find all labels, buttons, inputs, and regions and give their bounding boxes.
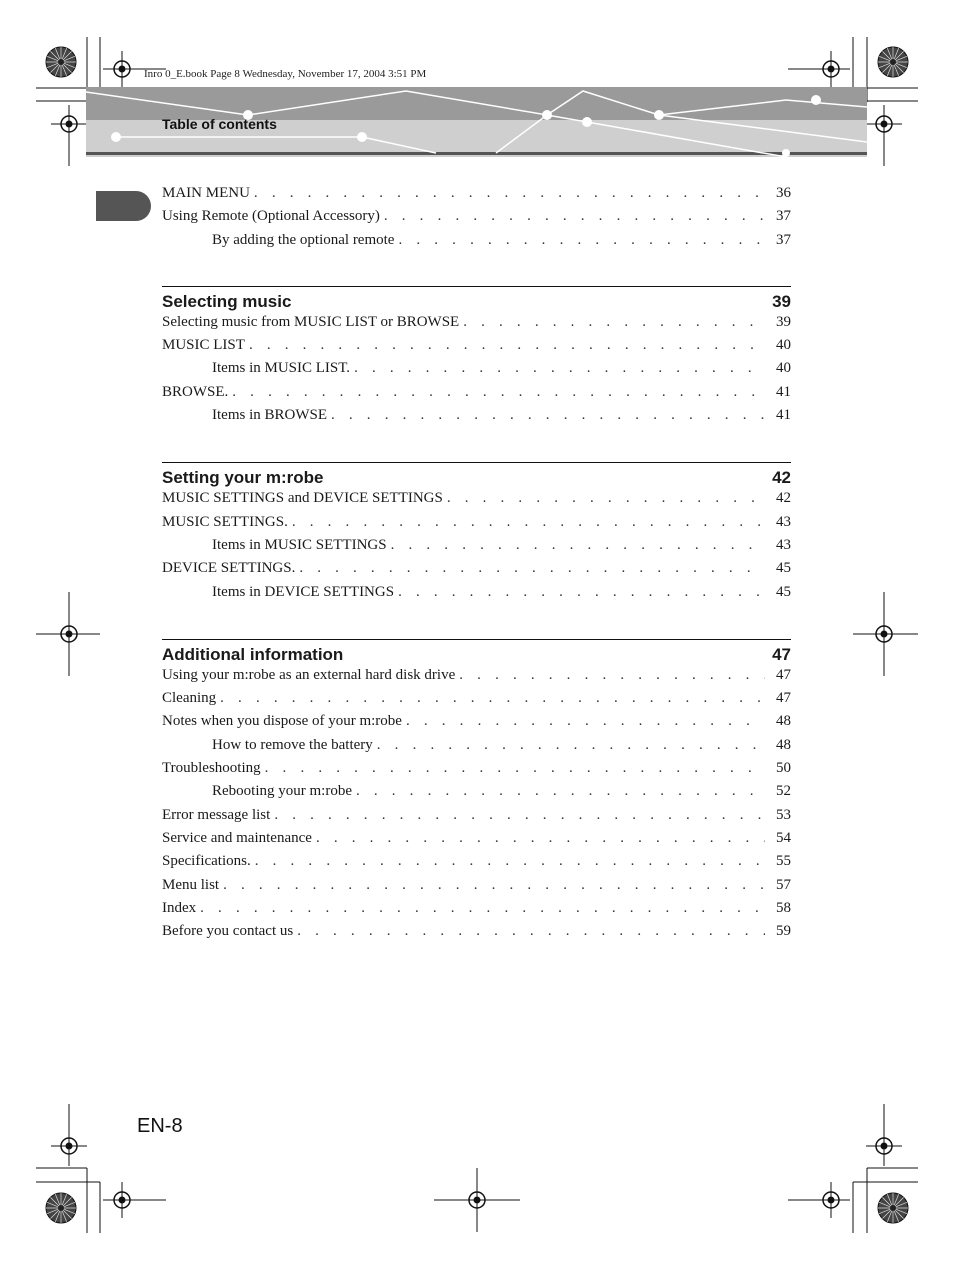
toc-entry[interactable] <box>162 875 791 898</box>
entry-page: 48 <box>776 736 791 753</box>
section-heading[interactable] <box>162 639 791 665</box>
dot-leader <box>354 358 765 378</box>
dot-leader <box>316 828 765 848</box>
dot-leader <box>200 898 765 918</box>
entry-page: 55 <box>776 853 791 870</box>
dot-leader <box>254 183 765 203</box>
toc-entry[interactable] <box>162 735 791 758</box>
section-heading[interactable] <box>162 286 791 312</box>
entry-label: Using Remote (Optional Accessory) <box>162 208 380 225</box>
toc-entry[interactable] <box>162 851 791 874</box>
toc-entry[interactable] <box>162 758 791 781</box>
entry-page: 43 <box>776 513 791 530</box>
dot-leader <box>463 312 765 332</box>
entry-label: Notes when you dispose of your m:robe <box>162 713 402 730</box>
dot-leader <box>274 805 765 825</box>
dot-leader <box>265 758 765 778</box>
entry-label: By adding the optional remote <box>212 231 395 248</box>
dot-leader <box>398 230 765 250</box>
entry-label: Error message list <box>162 806 271 823</box>
dot-leader <box>331 405 765 425</box>
toc-entry[interactable] <box>162 898 791 921</box>
toc-entry[interactable] <box>162 183 791 206</box>
dot-leader <box>255 851 765 871</box>
toc-entry[interactable] <box>162 582 791 605</box>
entry-label: Troubleshooting <box>162 760 261 777</box>
entry-page: 45 <box>776 560 791 577</box>
dot-leader <box>356 781 765 801</box>
entry-page: 37 <box>776 231 791 248</box>
entry-page: 41 <box>776 407 791 424</box>
section-title: Additional information <box>162 644 344 664</box>
section-heading[interactable] <box>162 462 791 488</box>
entry-label: DEVICE SETTINGS. <box>162 560 296 577</box>
entry-page: 58 <box>776 899 791 916</box>
entry-label: Items in BROWSE <box>212 407 327 424</box>
table-of-contents <box>162 183 791 978</box>
entry-label: MUSIC SETTINGS and DEVICE SETTINGS <box>162 490 443 507</box>
entry-page: 52 <box>776 783 791 800</box>
toc-entry[interactable] <box>162 805 791 828</box>
entry-label: Service and maintenance <box>162 829 312 846</box>
section-title: Setting your m:robe <box>162 468 324 488</box>
entry-label: Items in MUSIC SETTINGS <box>212 536 387 553</box>
entry-page: 41 <box>776 383 791 400</box>
toc-entry[interactable] <box>162 535 791 558</box>
entry-page: 53 <box>776 806 791 823</box>
section-title: Selecting music <box>162 291 292 311</box>
toc-entry[interactable] <box>162 230 791 253</box>
toc-entry[interactable] <box>162 206 791 229</box>
toc-entry[interactable] <box>162 335 791 358</box>
dot-leader <box>297 921 765 941</box>
toc-entry[interactable] <box>162 512 791 535</box>
toc-entry[interactable] <box>162 921 791 944</box>
entry-page: 57 <box>776 876 791 893</box>
section-page: 47 <box>772 644 791 664</box>
entry-page: 47 <box>776 666 791 683</box>
toc-entry[interactable] <box>162 405 791 428</box>
entry-label: Cleaning <box>162 690 217 707</box>
toc-entry[interactable] <box>162 711 791 734</box>
entry-page: 43 <box>776 536 791 553</box>
entry-label: Index <box>162 899 197 916</box>
dot-leader <box>299 558 765 578</box>
entry-label: Items in DEVICE SETTINGS <box>212 583 395 600</box>
entry-label: Using your m:robe as an external hard disk drive <box>162 666 456 683</box>
entry-page: 36 <box>776 185 791 201</box>
toc-entry[interactable] <box>162 828 791 851</box>
toc-section <box>162 639 791 945</box>
page-title: Table of contents <box>162 116 277 132</box>
entry-label: Selecting music from MUSIC LIST or BROWSE <box>162 313 460 330</box>
dot-leader <box>406 711 765 731</box>
entry-label: BROWSE. <box>162 383 229 400</box>
entry-label: Menu list <box>162 876 220 893</box>
entry-page: 40 <box>776 360 791 377</box>
entry-label: Specifications. <box>162 853 251 870</box>
entry-page: 40 <box>776 337 791 354</box>
toc-entry[interactable] <box>162 688 791 711</box>
file-info: Inro 0_E.book Page 8 Wednesday, November 17, 2004 3:51 PM <box>144 68 427 80</box>
chapter-tab <box>96 191 151 221</box>
dot-leader <box>223 875 765 895</box>
entry-label: Items in MUSIC LIST. <box>212 360 351 377</box>
entry-page: 59 <box>776 923 791 940</box>
dot-leader <box>249 335 765 355</box>
toc-entry[interactable] <box>162 781 791 804</box>
page-number: EN-8 <box>137 1115 183 1137</box>
toc-entry[interactable] <box>162 665 791 688</box>
entry-label: MUSIC SETTINGS. <box>162 513 288 530</box>
entry-label: MUSIC LIST <box>162 337 245 354</box>
dot-leader <box>292 512 765 532</box>
dot-leader <box>398 582 765 602</box>
dot-leader <box>220 688 765 708</box>
dot-leader <box>232 382 765 402</box>
entry-page: 47 <box>776 690 791 707</box>
toc-entry[interactable] <box>162 488 791 511</box>
toc-section <box>162 183 791 253</box>
dot-leader <box>384 206 765 226</box>
entry-label: Before you contact us <box>162 923 294 940</box>
entry-page: 45 <box>776 583 791 600</box>
toc-section <box>162 462 791 604</box>
entry-label: Rebooting your m:robe <box>212 783 352 800</box>
toc-entry[interactable] <box>162 358 791 381</box>
entry-page: 54 <box>776 829 791 846</box>
toc-entry[interactable] <box>162 558 791 581</box>
entry-page: 39 <box>776 313 791 330</box>
dot-leader <box>459 665 765 685</box>
entry-page: 42 <box>776 490 791 507</box>
section-page: 42 <box>772 468 791 488</box>
section-page: 39 <box>772 291 791 311</box>
entry-label: How to remove the battery <box>212 736 373 753</box>
entry-page: 37 <box>776 208 791 225</box>
entry-page: 48 <box>776 713 791 730</box>
entry-label: MAIN MENU <box>162 185 250 201</box>
dot-leader <box>377 735 765 755</box>
dot-leader <box>391 535 765 555</box>
dot-leader <box>447 488 765 508</box>
toc-section <box>162 286 791 428</box>
entry-page: 50 <box>776 760 791 777</box>
toc-entry[interactable] <box>162 382 791 405</box>
toc-entry[interactable] <box>162 312 791 335</box>
